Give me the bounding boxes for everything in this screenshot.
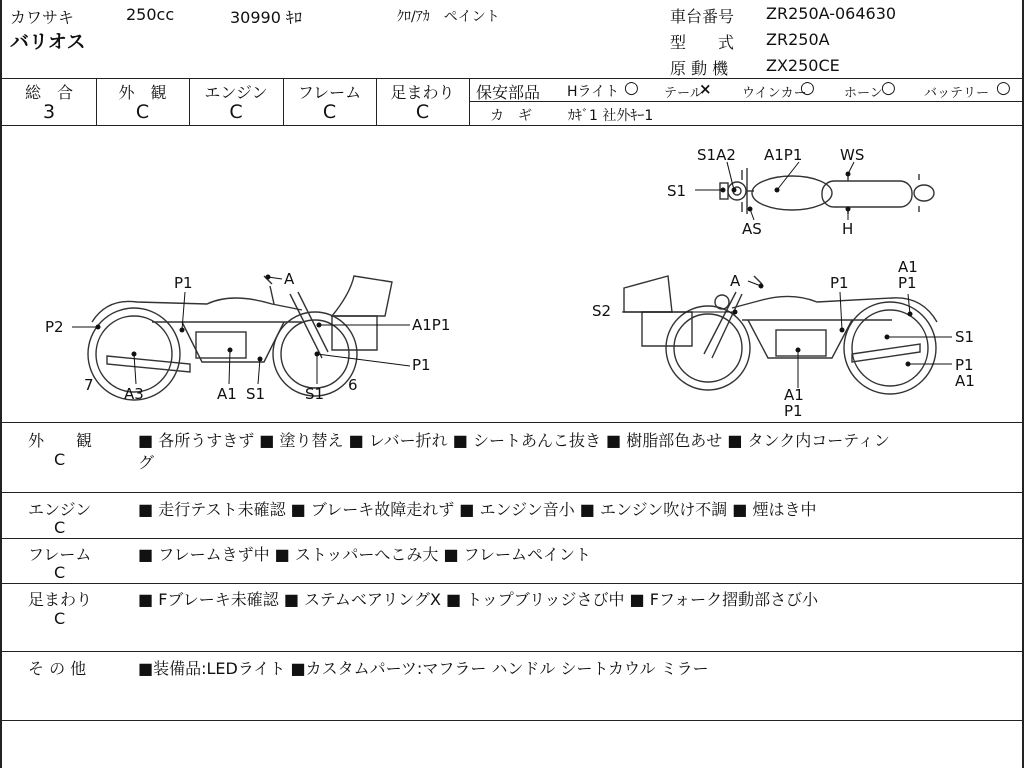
divider: [470, 101, 1024, 102]
top-label-s1a2: S1A2: [697, 146, 736, 164]
frame-grade: C: [322, 101, 337, 123]
top-label-as: AS: [742, 220, 762, 238]
left-view-leaders: [72, 277, 410, 384]
section-text-suspension: ■ Fブレーキ未確認 ■ ステムベアリングX ■ トップブリッジさび中 ■ Fフォーク摺動部さび小: [138, 590, 819, 609]
section-label-exterior: 外 観: [28, 431, 93, 450]
section-grade-exterior: C: [54, 450, 66, 469]
battery-label: バッテリー: [924, 86, 990, 101]
headlight-mark: ○: [624, 78, 639, 98]
left-label-s1-b: S1: [305, 385, 325, 403]
divider: [2, 583, 1024, 584]
right-label-a1-r: A1: [955, 372, 975, 390]
right-label-s2: S2: [592, 302, 612, 320]
left-label-7: 7: [84, 376, 94, 394]
safety-label: 保安部品: [476, 83, 541, 102]
left-label-a3: A3: [124, 385, 144, 403]
left-label-p1-right: P1: [412, 356, 431, 374]
engine-grade-label: エンジン: [204, 83, 268, 102]
maker: カワサキ: [10, 8, 75, 27]
key-value: ｶｷﾞ1 社外ｷｰ1: [568, 108, 654, 124]
frame-no: ZR250A-064630: [766, 4, 897, 23]
color: ｸﾛ/ｱｶ ペイント: [397, 9, 500, 25]
horn-mark: ○: [881, 78, 896, 98]
displacement: 250cc: [126, 5, 175, 24]
left-label-a1: A1: [217, 385, 237, 403]
exterior-label: 外 観: [118, 83, 167, 102]
left-label-a1p1: A1P1: [412, 316, 451, 334]
left-view-bike: [88, 276, 392, 400]
section-text-exterior: ■ 各所うすきず ■ 塗り替え ■ レバー折れ ■ シートあんこ抜き ■ 樹脂部色あせ ■ タンク内コーティン: [138, 431, 890, 450]
divider: [2, 492, 1024, 493]
type-value: ZR250A: [766, 30, 830, 49]
right-label-p1-bottom: P1: [784, 402, 803, 420]
battery-mark: ○: [996, 78, 1011, 98]
section-grade-suspension: C: [54, 609, 66, 628]
exterior-grade: C: [135, 101, 150, 123]
left-label-p2: P2: [45, 318, 64, 336]
right-label-p1-r: P1: [955, 356, 974, 374]
right-label-a1-bottom: A1: [784, 386, 804, 404]
section-label-engine: エンジン: [28, 500, 92, 519]
left-label-a: A: [284, 270, 295, 288]
divider: [469, 78, 470, 125]
section-text-frame: ■ フレームきず中 ■ ストッパーへこみ大 ■ フレームペイント: [138, 545, 592, 564]
top-label-h: H: [842, 220, 854, 238]
top-label-a1p1: A1P1: [764, 146, 803, 164]
section-text-other: ■装備品:LEDライト ■カスタムパーツ:マフラー ハンドル シートカウル ミラー: [138, 659, 709, 678]
top-view-dots: [721, 172, 851, 212]
winker-mark: ○: [800, 78, 815, 98]
section-label-suspension: 足まわり: [28, 590, 93, 609]
winker-label: ウインカー: [742, 86, 807, 101]
frame-grade-label: フレーム: [297, 83, 362, 102]
left-label-p1-top: P1: [174, 274, 193, 292]
suspension-grade: C: [415, 101, 430, 123]
motorcycle-damage-diagram: [2, 126, 1022, 422]
headlight-label: Hライト: [567, 84, 620, 100]
top-view-bike: [720, 168, 934, 214]
right-view-bike: [624, 276, 937, 394]
divider: [2, 78, 1024, 79]
divider: [2, 538, 1024, 539]
section-grade-engine: C: [54, 518, 66, 537]
divider: [2, 422, 1024, 423]
engine-value: ZX250CE: [766, 56, 840, 75]
engine-label: 原 動 機: [670, 59, 729, 78]
section-label-other: そ の 他: [28, 659, 87, 678]
left-label-s1-a: S1: [246, 385, 266, 403]
divider: [2, 720, 1024, 721]
key-label: カ ギ: [490, 108, 532, 124]
top-view-leaders: [695, 162, 854, 220]
section-label-frame: フレーム: [28, 545, 92, 564]
model-name: バリオス: [10, 31, 86, 53]
left-label-6: 6: [348, 376, 358, 394]
engine-grade: C: [229, 101, 243, 123]
right-label-a1-top: A1: [898, 258, 918, 276]
frame-no-label: 車台番号: [670, 7, 735, 26]
taillight-label: テール: [664, 86, 703, 101]
divider: [2, 651, 1024, 652]
section-grade-frame: C: [54, 563, 66, 582]
section-text-engine: ■ 走行テスト未確認 ■ ブレーキ故障走れず ■ エンジン音小 ■ エンジン吹け不調 ■ 煙はき中: [138, 500, 817, 519]
section-text-exterior-2: グ: [138, 453, 155, 472]
horn-label: ホーン: [844, 86, 883, 101]
taillight-mark: ×: [699, 80, 712, 98]
right-label-a: A: [730, 272, 741, 290]
top-label-s1: S1: [667, 182, 687, 200]
suspension-grade-label: 足まわり: [390, 83, 455, 102]
overall-label: 総 合: [24, 83, 73, 102]
type-label: 型 式: [670, 33, 735, 52]
right-label-p1: P1: [830, 274, 849, 292]
right-view-dots: [733, 284, 913, 367]
right-label-s1: S1: [955, 328, 975, 346]
mileage: 30990 ｷﾛ: [230, 8, 302, 27]
top-label-ws: WS: [840, 146, 865, 164]
right-label-p1-top: P1: [898, 274, 917, 292]
overall-grade: 3: [42, 101, 56, 123]
